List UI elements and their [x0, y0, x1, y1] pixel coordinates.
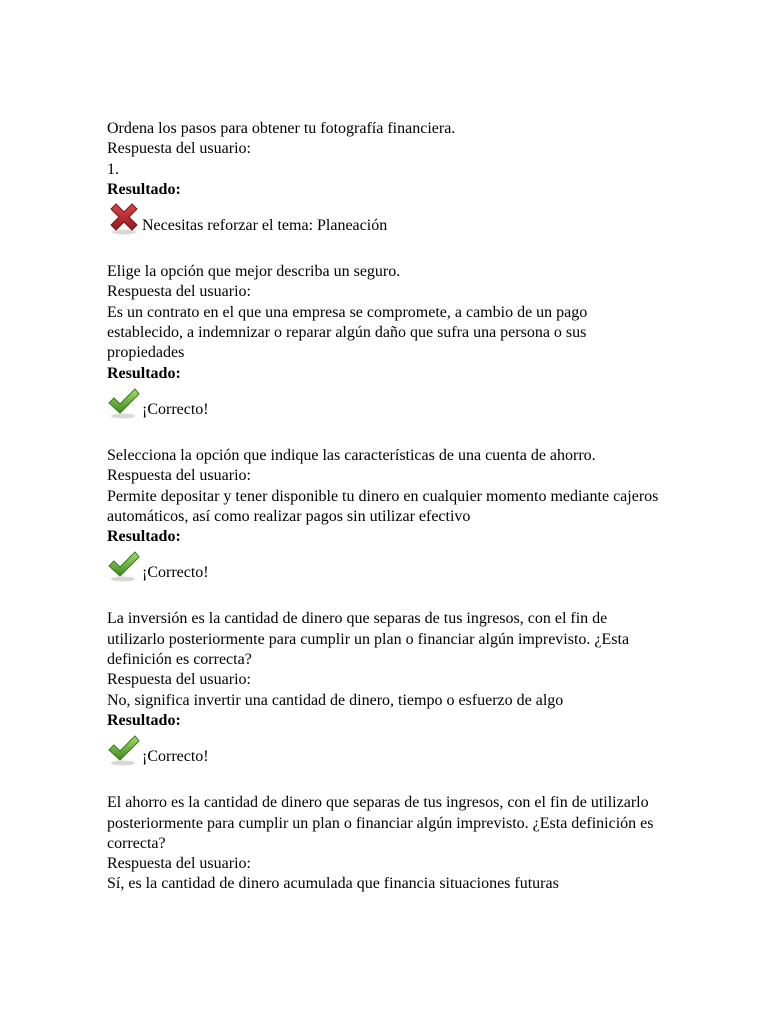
question-text: Elige la opción que mejor describa un seguro. [107, 263, 401, 281]
result-row [107, 202, 667, 236]
question-text: Selecciona la opción que indique las características de una cuenta de ahorro. [107, 446, 596, 464]
result-label: Resultado: [107, 364, 181, 382]
checkmark-icon [107, 386, 141, 420]
question-block [107, 446, 667, 583]
checkmark-icon [107, 733, 141, 767]
question-block [107, 793, 667, 894]
cross-icon [107, 202, 141, 236]
answer-text: 1. [107, 160, 119, 178]
result-message: Necesitas reforzar el tema: Planeación [142, 217, 388, 235]
answer-label: Respuesta del usuario: [107, 140, 251, 158]
answer-label: Respuesta del usuario: [107, 283, 251, 301]
answer-text: Es un contrato en el que una empresa se compromete, a cambio de un pago establecido, a indemnizar o reparar algún daño que sufra una persona o sus propiedades [107, 303, 588, 362]
question-text: El ahorro es la cantidad de dinero que separas de tus ingresos, con el fin de utilizarlo posteriormente para cumplir un plan o financiar algún imprevisto. ¿Esta definición es correcta? [107, 794, 654, 852]
question-text: Ordena los pasos para obtener tu fotografía financiera. [107, 120, 456, 137]
quiz-results-document [107, 119, 667, 895]
result-message: ¡Correcto! [142, 400, 209, 418]
result-row [107, 386, 667, 420]
answer-label: Respuesta del usuario: [107, 671, 251, 689]
question-block [107, 609, 667, 767]
answer-text: Sí, es la cantidad de dinero acumulada que financia situaciones futuras [107, 875, 559, 893]
result-message: ¡Correcto! [142, 564, 209, 582]
answer-label: Respuesta del usuario: [107, 855, 251, 873]
question-text: La inversión es la cantidad de dinero que separas de tus ingresos, con el fin de utilizarlo posteriormente para cumplir un plan o financiar algún imprevisto. ¿Esta definición es correcta? [107, 610, 630, 669]
checkmark-icon [107, 549, 141, 583]
question-block [107, 262, 667, 420]
result-message: ¡Correcto! [142, 748, 209, 766]
result-row [107, 733, 667, 767]
result-row [107, 549, 667, 583]
question-block [107, 119, 667, 236]
result-label: Resultado: [107, 711, 181, 729]
answer-label: Respuesta del usuario: [107, 467, 251, 485]
result-label: Resultado: [107, 528, 181, 546]
answer-text: Permite depositar y tener disponible tu dinero en cualquier momento mediante cajeros automáticos, así como realizar pagos sin utilizar efectivo [107, 487, 659, 525]
result-label: Resultado: [107, 180, 181, 198]
answer-text: No, significa invertir una cantidad de dinero, tiempo o esfuerzo de algo [107, 691, 564, 709]
